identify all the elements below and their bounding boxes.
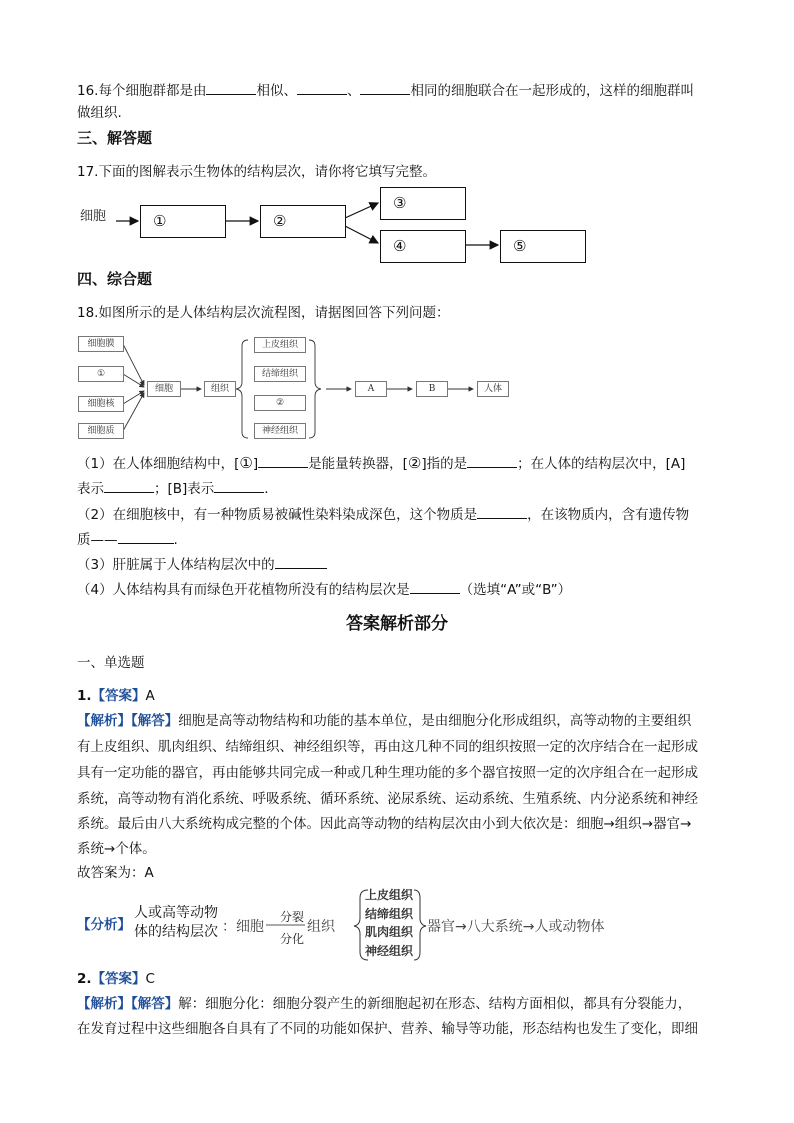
a1-fx-label: 【分析】 — [77, 917, 131, 933]
a1-line: 系统。最后由八大系统构成完整的个体。因此高等动物的结构层次由小到大依次是：细胞→组织→器官→ — [77, 816, 692, 832]
diagram-tissue-item: 上皮组织 — [254, 337, 306, 353]
q18-p2: （2）在细胞核中，有一种物质易被碱性染料染成深色，这个物质是 ，在该物质内，含有遗传物 — [77, 504, 689, 524]
diagram-b: B — [416, 381, 448, 397]
a2-answer: 2.【答案】C — [77, 971, 155, 987]
diagram-tissue-item: ② — [254, 395, 306, 411]
diagram-item-cytoplasm: 细胞质 — [78, 423, 124, 439]
diagram-tissue-item: 结缔组织 — [254, 366, 306, 382]
q18-p4: （4）人体结构具有而绿色开花植物所没有的结构层次是 （选填“A”或“B”） — [77, 579, 571, 599]
sub-heading: 一、单选题 — [77, 655, 145, 671]
q17-box-3[interactable]: ③ — [380, 187, 466, 220]
diagram-cell: 细胞 — [147, 381, 181, 397]
diagram-item-nucleus: 细胞核 — [78, 396, 124, 412]
a2-line: 在发育过程中这些细胞各自具有了不同的功能如保护、营养、输导等功能，形态结构也发生了变化，即细 — [77, 1021, 698, 1037]
q17-box-1[interactable]: ① — [140, 205, 226, 238]
q18-p2-cont: 质—— . — [77, 529, 178, 549]
fx-cell: 细胞 — [236, 919, 264, 935]
diagram-tissue: 组织 — [204, 381, 236, 397]
q18-text: 18.如图所示的是人体结构层次流程图，请据图回答下列问题： — [77, 305, 450, 321]
fx-tail: 器官→八大系统→人或动物体 — [427, 919, 605, 935]
diagram-a: A — [355, 381, 387, 397]
q16-line1: 16.每个细胞群都是由 相似、 、 相同的细胞联合在一起形成的，这样的细胞群叫 — [77, 80, 694, 100]
fx-title: 人或高等动物 体的结构层次 — [134, 905, 218, 940]
diagram-item-membrane: 细胞膜 — [78, 336, 124, 352]
q16-line2: 做组织. — [77, 105, 122, 121]
fx-colon: ： — [222, 919, 236, 935]
section-heading: 三、解答题 — [77, 129, 153, 147]
a1-line: 系统→个体。 — [77, 841, 156, 857]
fx-tissue-list: 上皮组织 结缔组织 肌肉组织 神经组织 — [365, 888, 414, 958]
a1-line: 系统，高等动物有消化系统、呼吸系统、循环系统、泌尿系统、运动系统、生殖系统、内分泌系统和神经 — [77, 791, 698, 807]
a1-final: 故答案为：A — [77, 865, 154, 881]
a1-answer: 1.【答案】A — [77, 688, 155, 704]
fx-split: 分裂 — [280, 910, 305, 924]
q18-p3: （3）肝脏属于人体结构层次中的 — [77, 554, 327, 574]
a2-line: 【解析】【解答】解：细胞分化：细胞分裂产生的新细胞起初在形态、结构方面相似，都具有分裂能力， — [77, 996, 692, 1012]
answers-title: 答案解析部分 — [346, 614, 448, 634]
diagram-item-blank-1: ① — [78, 366, 124, 382]
q18-p1: （1）在人体细胞结构中，[①] 是能量转换器，[②]指的是 ；在人体的结构层次中，[A] — [77, 454, 686, 472]
a1-line: 有上皮组织、肌肉组织、结缔组织、神经组织等，再由这几种不同的组织按照一定的次序结合在一起形成 — [77, 739, 698, 755]
q17-start-label: 细胞 — [80, 209, 107, 224]
a1-line: 【解析】【解答】细胞是高等动物结构和功能的基本单位，是由细胞分化形成组织，高等动物的主要组织 — [77, 713, 692, 729]
q17-box-2[interactable]: ② — [260, 205, 346, 238]
diagram-tissue-item: 神经组织 — [254, 423, 306, 439]
fx-diff: 分化 — [280, 932, 305, 946]
fx-tissue: 组织 — [307, 919, 335, 935]
diagram-body: 人体 — [477, 381, 509, 397]
q18-p1-cont: 表示 ；[B]表示 . — [77, 478, 269, 498]
section-heading: 四、综合题 — [77, 270, 153, 288]
q17-text: 17.下面的图解表示生物体的结构层次，请你将它填写完整。 — [77, 164, 436, 180]
q17-box-5[interactable]: ⑤ — [500, 230, 586, 263]
a1-line: 具有一定功能的器官，再由能够共同完成一种或几种生理功能的多个器官按照一定的次序组合在一起形成 — [77, 765, 698, 781]
q17-box-4[interactable]: ④ — [380, 230, 466, 263]
